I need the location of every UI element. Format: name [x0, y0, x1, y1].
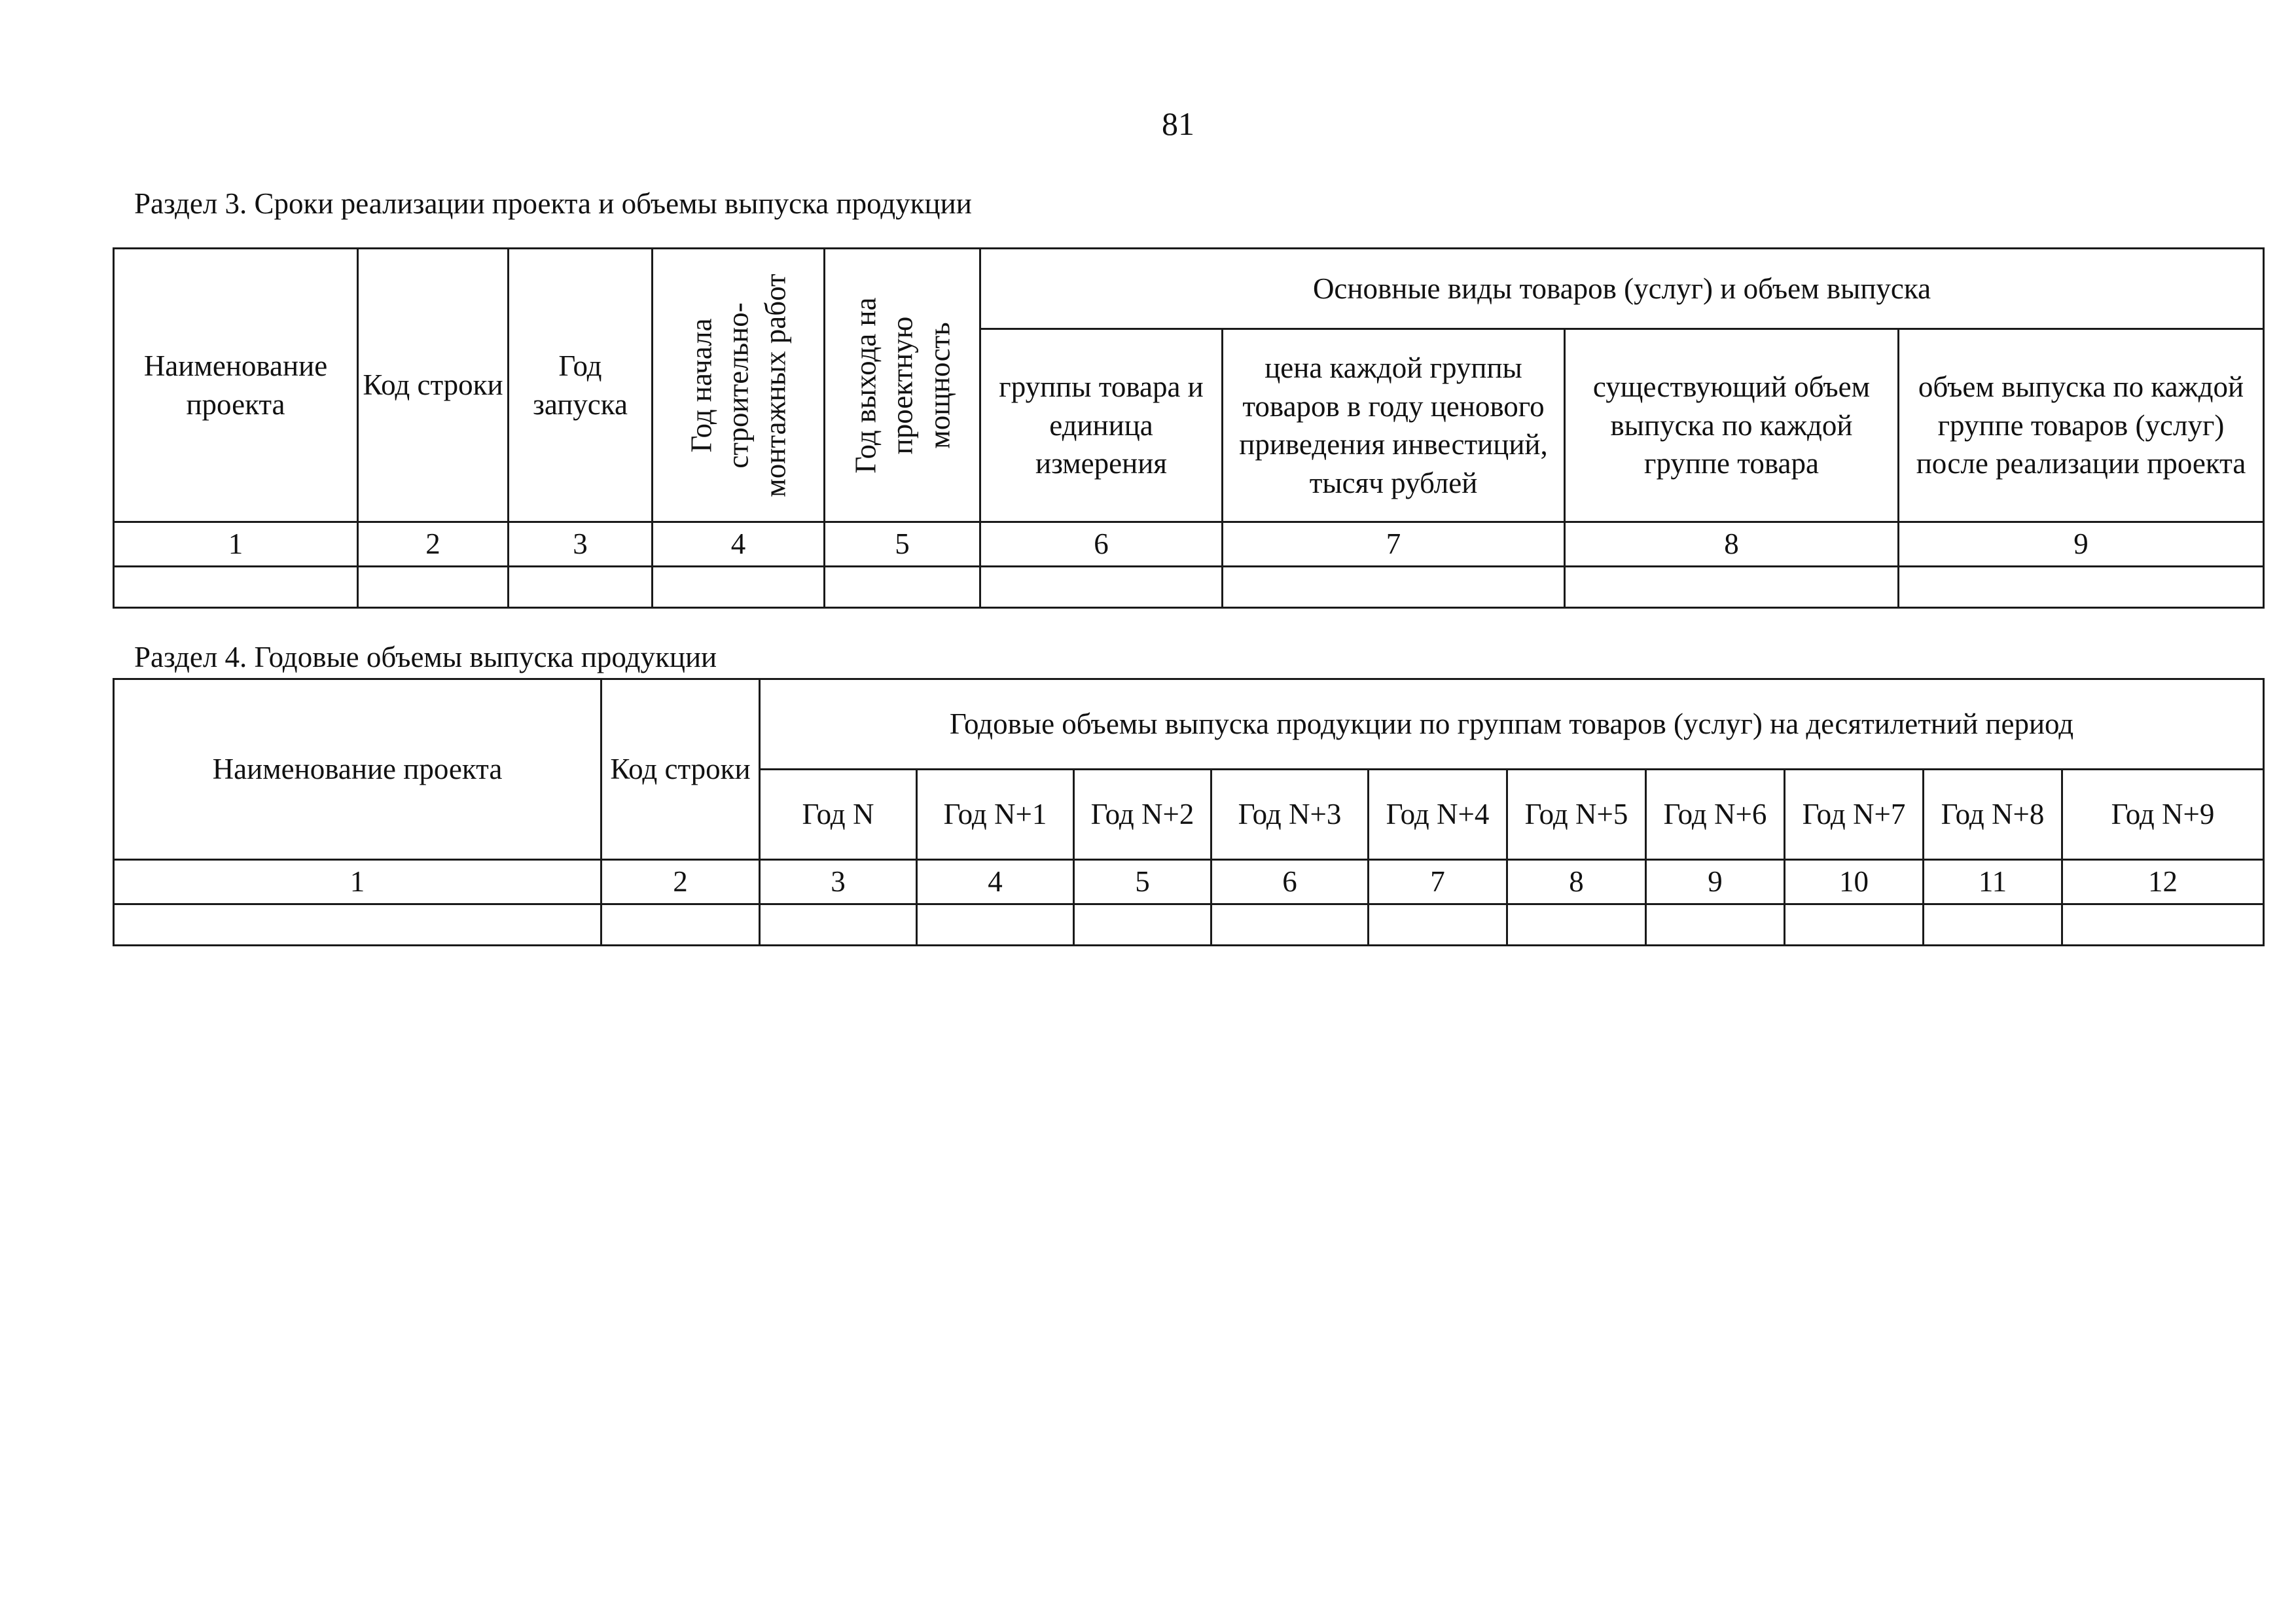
- header-year: Год N+2: [1074, 770, 1211, 860]
- header-launch-year: Год запуска: [509, 249, 653, 522]
- column-number: 4: [653, 522, 825, 567]
- header-main-goods-group: Основные виды товаров (услуг) и объем выпуска: [980, 249, 2264, 329]
- column-number: 6: [980, 522, 1223, 567]
- page-number: 81: [1162, 105, 1194, 142]
- column-number: 4: [917, 860, 1074, 904]
- empty-cell: [509, 567, 653, 608]
- column-numbers-row: [114, 860, 2264, 904]
- empty-cell: [1899, 567, 2264, 608]
- empty-cell: [825, 567, 980, 608]
- section-4-title: Раздел 4. Годовые объемы выпуска продукции: [134, 641, 717, 673]
- header-year: Год N+4: [1369, 770, 1507, 860]
- header-annual-volumes-group: Годовые объемы выпуска продукции по группам товаров (услуг) на десятилетний период: [760, 679, 2264, 770]
- empty-cell: [1074, 904, 1211, 946]
- header-volume-after: объем выпуска по каждой группе товаров (услуг) после реализации проекта: [1899, 329, 2264, 522]
- empty-cell: [358, 567, 509, 608]
- column-number: 9: [1646, 860, 1785, 904]
- header-product-groups: группы товара и единица измерения: [980, 329, 1223, 522]
- empty-cell: [1785, 904, 1924, 946]
- header-price: цена каждой группы товаров в году ценового приведения инвестиций, тысяч рублей: [1223, 329, 1565, 522]
- header-row-code: Код строки: [601, 679, 760, 860]
- column-number: 7: [1369, 860, 1507, 904]
- empty-cell: [1565, 567, 1899, 608]
- empty-cell: [917, 904, 1074, 946]
- empty-row: [114, 904, 2264, 946]
- column-number: 6: [1211, 860, 1369, 904]
- header-year: Год N+3: [1211, 770, 1369, 860]
- empty-cell: [601, 904, 760, 946]
- column-number: 11: [1924, 860, 2062, 904]
- empty-cell: [1646, 904, 1785, 946]
- column-number: 5: [1074, 860, 1211, 904]
- empty-cell: [2062, 904, 2264, 946]
- section-3-title: Раздел 3. Сроки реализации проекта и объемы выпуска продукции: [134, 187, 972, 220]
- header-project-name: Наименование проекта: [114, 679, 601, 860]
- empty-cell: [114, 567, 358, 608]
- column-number: 8: [1565, 522, 1899, 567]
- section-3-table: [113, 247, 2265, 609]
- column-number: 10: [1785, 860, 1924, 904]
- column-number: 7: [1223, 522, 1565, 567]
- column-number: 2: [601, 860, 760, 904]
- empty-cell: [1369, 904, 1507, 946]
- empty-cell: [1223, 567, 1565, 608]
- header-year: Год N+6: [1646, 770, 1785, 860]
- empty-cell: [653, 567, 825, 608]
- empty-cell: [1211, 904, 1369, 946]
- header-capacity-label: Год выхода на проектную мощность: [849, 296, 956, 474]
- header-construction-start-year: [653, 249, 825, 522]
- column-number: 1: [114, 860, 601, 904]
- header-existing-volume: существующий объем выпуска по каждой группе товара: [1565, 329, 1899, 522]
- empty-row: [114, 567, 2264, 608]
- header-construction-start-label: Год начала строительно-монтажных работ: [685, 273, 792, 497]
- section-4-table: [113, 678, 2265, 946]
- header-year: Год N+7: [1785, 770, 1924, 860]
- header-project-name: Наименование проекта: [114, 249, 358, 522]
- empty-cell: [1507, 904, 1646, 946]
- header-row-code: Код строки: [358, 249, 509, 522]
- empty-cell: [114, 904, 601, 946]
- column-number: 3: [509, 522, 653, 567]
- header-year: Год N+8: [1924, 770, 2062, 860]
- column-numbers-row: [114, 522, 2264, 567]
- column-number: 8: [1507, 860, 1646, 904]
- column-number: 3: [760, 860, 917, 904]
- column-number: 2: [358, 522, 509, 567]
- empty-cell: [1924, 904, 2062, 946]
- header-capacity-year: [825, 249, 980, 522]
- header-year: Год N+5: [1507, 770, 1646, 860]
- column-number: 5: [825, 522, 980, 567]
- column-number: 9: [1899, 522, 2264, 567]
- header-year: Год N+1: [917, 770, 1074, 860]
- header-year: Год N+9: [2062, 770, 2264, 860]
- column-number: 1: [114, 522, 358, 567]
- empty-cell: [760, 904, 917, 946]
- empty-cell: [980, 567, 1223, 608]
- column-number: 12: [2062, 860, 2264, 904]
- header-year: Год N: [760, 770, 917, 860]
